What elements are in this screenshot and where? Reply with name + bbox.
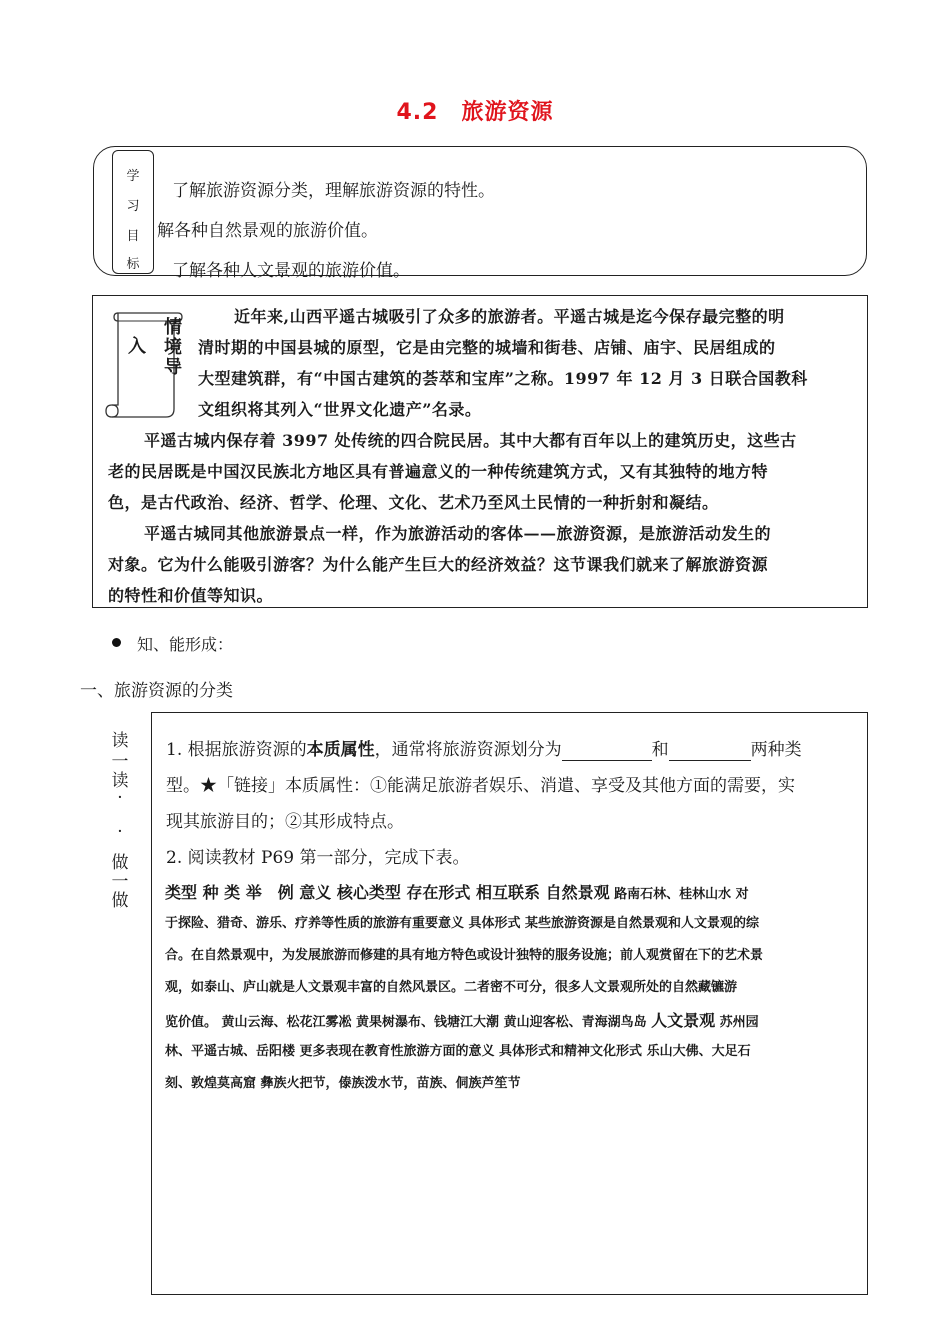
text-line: 平遥古城内保存着 3997 处传统的四合院民居。其中大都有百年以上的建筑历史，这些古 [144, 431, 797, 450]
question-1-line-2: 型。★「链接」本质属性：①能满足旅游者娱乐、消遣、享受及其他方面的需要，实 [166, 776, 795, 796]
situation-label-right [164, 318, 182, 378]
situation-paragraph-3 [108, 518, 860, 611]
side-label-char: · [117, 788, 123, 808]
table-line [165, 1008, 860, 1040]
text-line: 对象。它为什么能吸引游客？为什么能产生巨大的经济效益？这节课我们就来了解旅游资源 [108, 555, 769, 574]
table-text: 览价值。 黄山云海、松花江雾凇 黄果树瀑布、钱塘江大潮 黄山迎客松、青海湖鸟岛 [165, 1015, 652, 1030]
side-label-char: 读 [111, 771, 129, 791]
situation-label-char: 境 [164, 337, 182, 358]
objectives-label-char: 学 [126, 169, 140, 184]
text-line: 的特性和价值等知识。 [108, 586, 274, 605]
answer-blank-2[interactable] [669, 740, 751, 761]
question-1-line-3: 现其旅游目的；②其形成特点。 [166, 812, 404, 832]
objectives-label-scroll [112, 150, 154, 274]
question-keyword: 本质属性 [306, 740, 375, 760]
objective-item: 了解各种人文景观的旅游价值。 [172, 261, 410, 281]
side-label-char: · [117, 822, 123, 842]
situation-label-char: 导 [164, 357, 182, 378]
side-label-char: 做 [111, 853, 129, 873]
table-header-text: 人文景观 [651, 1011, 716, 1030]
text-line: 大型建筑群，有“中国古建筑的荟萃和宝库”之称。1997 年 12 月 3 日联合国教科 [198, 369, 808, 388]
side-label-char: 一 [111, 752, 129, 772]
text-line: 色，是古代政治、经济、哲学、伦理、文化、艺术乃至风土民情的一种折射和凝结。 [108, 493, 719, 512]
question-text: 1. 根据旅游资源的 [166, 740, 307, 760]
table-line: 合。在自然景观中，为发展旅游而修建的具有地方特色或设计独特的服务设施；前人观赏留在下的艺术景 [165, 948, 764, 963]
side-label-char: 做 [111, 891, 129, 911]
table-line: 于探险、猎奇、游乐、疗养等性质的旅游有重要意义 具体形式 某些旅游资源是自然景观和人文景观的综 [165, 916, 760, 931]
table-line [165, 880, 860, 912]
text-line: 平遥古城同其他旅游景点一样，作为旅游活动的客体——旅游资源，是旅游活动发生的 [144, 524, 772, 543]
situation-paragraph-2 [108, 425, 860, 518]
question-2: 2. 阅读教材 P69 第一部分，完成下表。 [166, 848, 470, 868]
answer-blank-1[interactable] [562, 740, 652, 761]
knowledge-heading: 知、能形成： [137, 635, 234, 654]
question-text: 两种类 [750, 740, 802, 760]
table-line: 刻、敦煌莫高窟 彝族火把节，傣族泼水节，苗族、侗族芦笙节 [165, 1076, 521, 1091]
question-text: ，通常将旅游资源划分为 [374, 740, 562, 760]
table-text: 路南石林、桂林山水 对 [609, 887, 749, 902]
table-text-block [165, 880, 860, 1104]
bullet-icon [112, 638, 121, 647]
situation-paragraph-1 [198, 301, 858, 425]
situation-label-char: 情 [164, 317, 182, 338]
text-line: 清时期的中国县城的原型，它是由完整的城墙和街巷、店铺、庙宇、民居组成的 [198, 338, 776, 357]
text-line: 近年来,山西平遥古城吸引了众多的旅游者。平遥古城是迄今保存最完整的明 [234, 307, 785, 326]
side-label-char: 一 [111, 872, 129, 892]
objectives-label-char: 习 [126, 199, 140, 214]
text-line: 文组织将其列入“世界文化遗产”名录。 [198, 400, 482, 419]
objective-item: 解各种自然景观的旅游价值。 [157, 221, 378, 241]
question-text: 和 [651, 740, 669, 760]
page-title: 4.2 旅游资源 [396, 100, 554, 125]
situation-label-left: 入 [128, 336, 146, 357]
section-heading: 一、旅游资源的分类 [80, 681, 233, 701]
table-text: 苏州园 [715, 1015, 759, 1030]
question-1-line-1 [166, 735, 802, 761]
objectives-label-char: 标 [126, 257, 140, 272]
table-line: 观，如泰山、庐山就是人文景观丰富的自然风景区。二者密不可分，很多人文景观所处的自然藏镳游 [165, 980, 738, 995]
objective-item: 了解旅游资源分类，理解旅游资源的特性。 [172, 181, 495, 201]
side-label-char: 读 [111, 731, 129, 751]
objectives-label-char: 目 [126, 229, 140, 244]
table-header-text: 类型 种 类 举 例 意义 核心类型 存在形式 相互联系 自然景观 [165, 883, 610, 902]
text-line: 老的民居既是中国汉民族北方地区具有普遍意义的一种传统建筑方式，又有其独特的地方特 [108, 462, 769, 481]
table-line: 林、平遥古城、岳阳楼 更多表现在教育性旅游方面的意义 具体形式和精神文化形式 乐山大佛、大足石 [165, 1044, 751, 1059]
